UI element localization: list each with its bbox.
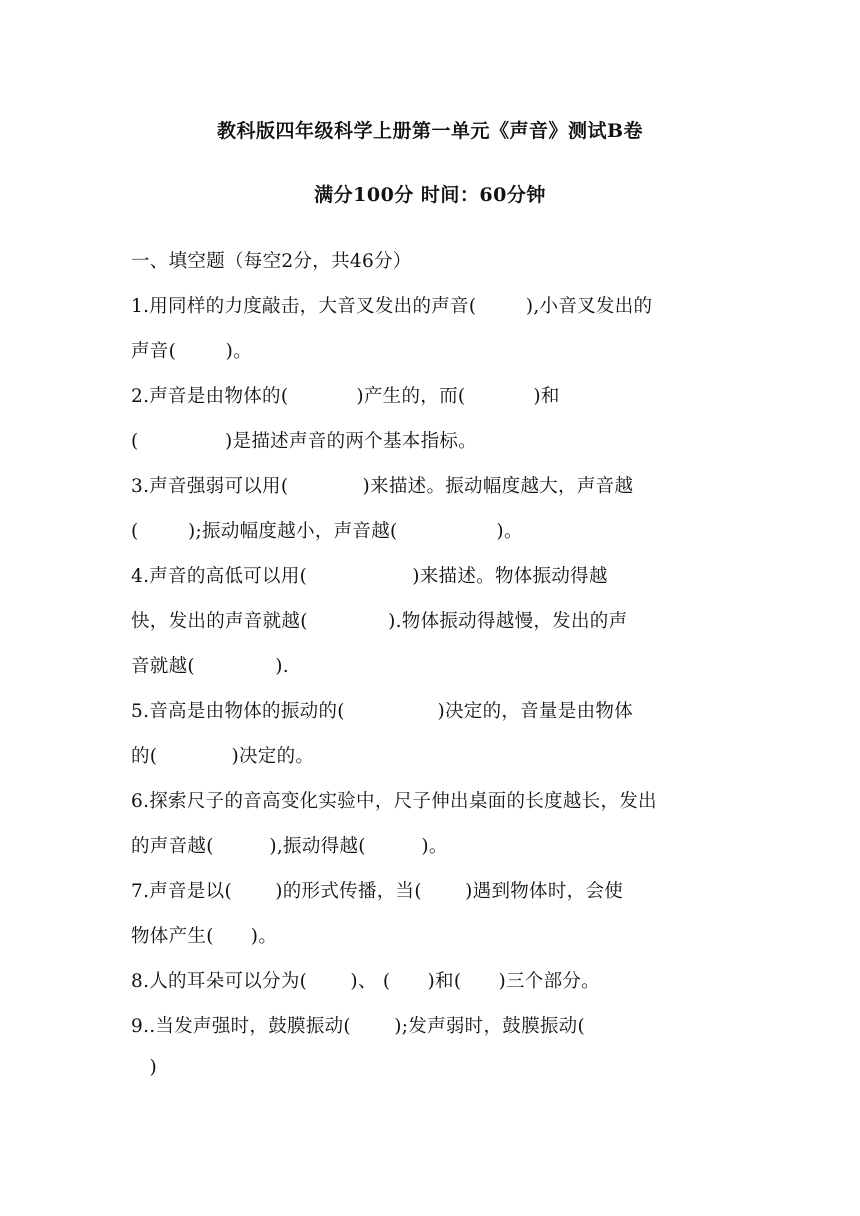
document-title: 教科版四年级科学上册第一单元《声音》测试B卷 <box>216 120 644 142</box>
question-6-line-1: 6.探索尺子的音高变化实验中，尺子伸出桌面的长度越长，发出 <box>131 791 657 812</box>
question-1-line-1: 1.用同样的力度敲击，大音叉发出的声音( ),小音叉发出的 <box>131 296 653 317</box>
question-3-line-2: ( );振动幅度越小，声音越( )。 <box>131 521 523 542</box>
question-3-line-1: 3.声音强弱可以用( )来描述。振动幅度越大，声音越 <box>131 476 634 497</box>
question-8-line-1: 8.人的耳朵可以分为( )、 ( )和( )三个部分。 <box>131 971 600 992</box>
question-7-line-2: 物体产生( )。 <box>131 926 278 947</box>
document-subtitle: 满分100分 时间：60分钟 <box>314 184 546 206</box>
question-6-line-2: 的声音越( ),振动得越( )。 <box>131 836 448 857</box>
question-2-line-2: ( )是描述声音的两个基本指标。 <box>131 431 477 452</box>
question-5-line-1: 5.音高是由物体的振动的( )决定的，音量是由物体 <box>131 701 633 722</box>
question-4-line-3: 音就越( ). <box>131 656 289 677</box>
question-4-line-2: 快，发出的声音就越( ).物体振动得越慢，发出的声 <box>131 611 628 632</box>
section-heading: 一、填空题（每空2分，共46分） <box>131 251 412 272</box>
question-2-line-1: 2.声音是由物体的( )产生的，而( )和 <box>131 386 560 407</box>
question-9-line-2: ) <box>131 1057 158 1078</box>
question-1-line-2: 声音( )。 <box>131 341 252 362</box>
question-4-line-1: 4.声音的高低可以用( )来描述。物体振动得越 <box>131 566 608 587</box>
question-5-line-2: 的( )决定的。 <box>131 746 315 767</box>
question-9-line-1: 9..当发声强时，鼓膜振动( );发声弱时，鼓膜振动( <box>131 1016 585 1037</box>
question-7-line-1: 7.声音是以( )的形式传播，当( )遇到物体时，会使 <box>131 881 624 902</box>
